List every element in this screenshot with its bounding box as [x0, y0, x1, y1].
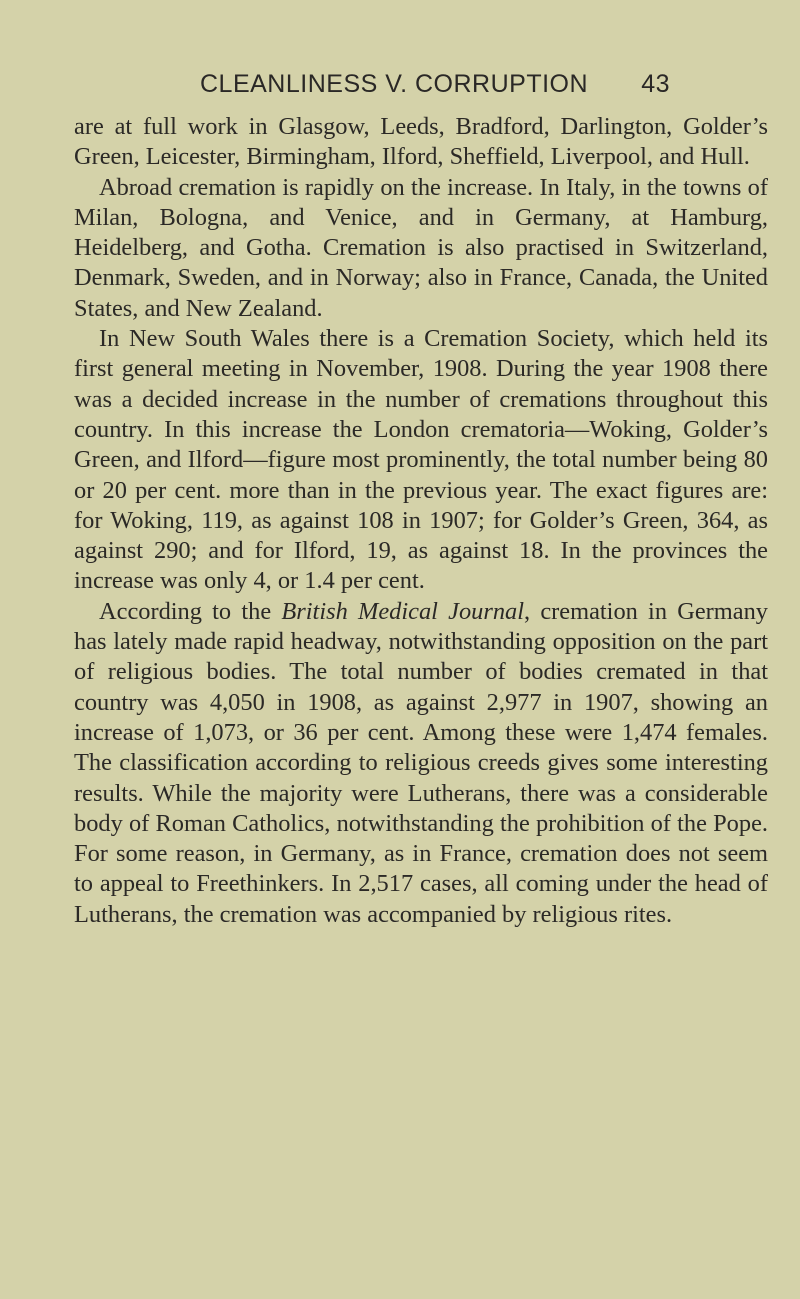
paragraph-text-after: , cremation in Germany has lately made rapid headway, notwithstanding opposition on the part of religious bodies. The total number of bodies cremated in that country was 4,050 in 1908, as against 2,977 in 1907, showing an increase of 1,073, or 36 per cent. Among these were 1,474 females. The classification according to religious creeds gives some interesting results. While the majority were Lutherans, there was a considerable body of Roman Catholics, notwithstanding the prohibition of the Pope. For some reason, in Germany, as in France, cremation does not seem to appeal to Freethinkers. In 2,517 cases, all coming under the head of Lutherans, the cremation was accompanied by religious rites. [74, 597, 768, 928]
running-head [150, 70, 670, 106]
paragraph: are at full work in Glasgow, Leeds, Bradford, Darlington, Golder’s Green, Leicester, Birmingham, Ilford, Sheffield, Liverpool, and Hull. [74, 113, 768, 171]
paragraph [74, 597, 768, 930]
running-title: CLEANLINESS V. CORRUPTION [200, 70, 589, 98]
paragraph-text-before: According to the [99, 597, 282, 625]
journal-title: British Medical Journal [281, 597, 525, 625]
body-text [74, 112, 768, 930]
paragraph: In New South Wales there is a Cremation Society, which held its first general meeting in November, 1908. During the year 1908 there was a decided increase in the number of cremations throughout this country. In this increase the London crematoria—Woking, Golder’s Green, and Ilford—figure most prominently, the total number being 80 or 20 per cent. more than in the previous year. The exact figures are: for Woking, 119, as against 108 in 1907; for Golder’s Green, 364, as against 290; and for Ilford, 19, as against 18. In the provinces the increase was only 4, or 1.4 per cent. [74, 325, 768, 595]
paragraph: Abroad cremation is rapidly on the increase. In Italy, in the towns of Milan, Bologna, and Venice, and in Germany, at Hamburg, Heidelberg, and Gotha. Cremation is also practised in Switzerland, Denmark, Sweden, and in Norway; also in France, Canada, the United States, and New Zealand. [74, 173, 768, 322]
page-number: 43 [641, 70, 670, 98]
